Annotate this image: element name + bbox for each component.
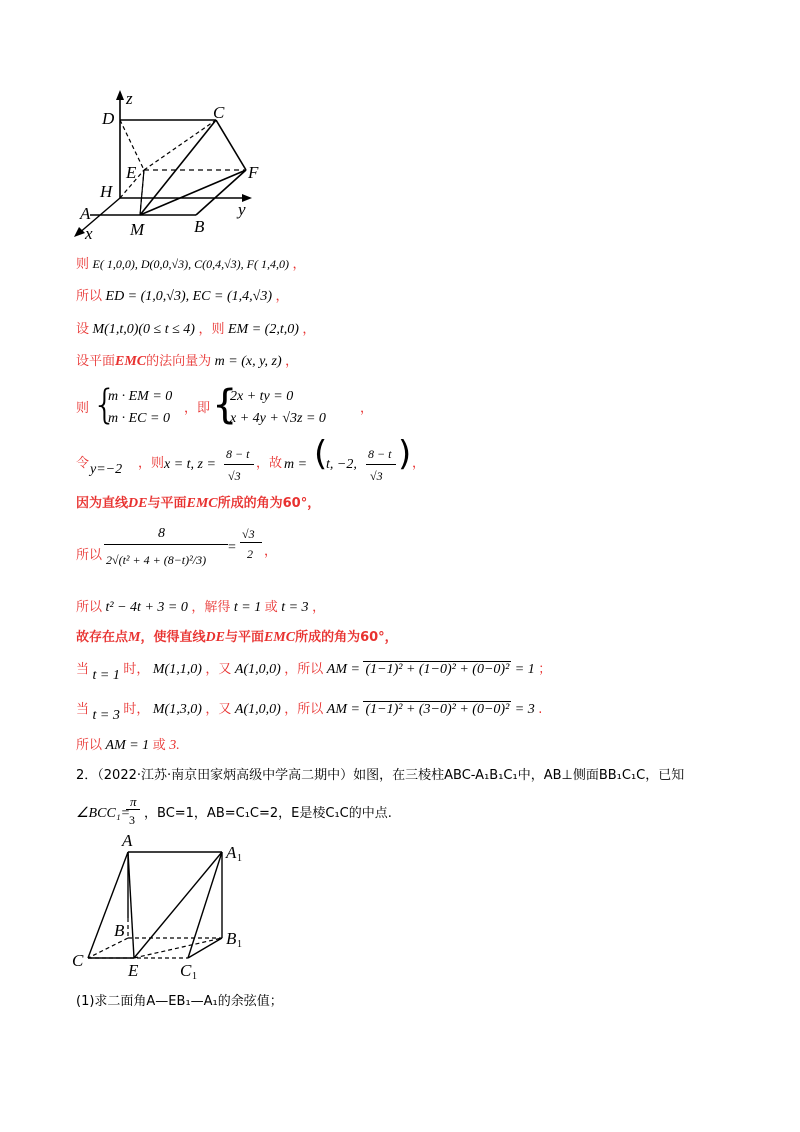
label-B1: B [226, 929, 237, 948]
label-C: C [213, 103, 225, 122]
label-D: D [102, 109, 115, 128]
line-conclusion: 所以 AM = 1 或 3. [76, 738, 180, 753]
label-B: B [194, 217, 205, 236]
problem-2-statement: 2．（2022·江苏·南京田家炳高级中学高二期中）如图，在三棱柱ABC-A₁B₁C₁中，AB⊥侧面BB₁C₁C，已知 ∠BCC₁= π 3 ，BC=1，AB=C₁C=2，E是棱C₁C的中点. [76, 766, 736, 828]
line-solve-t: 所以 t² − 4t + 3 = 0 ，解得 t = 1 或 t = 3 ， [76, 600, 326, 615]
line-coordinates: 则 E( 1,0,0), D(0,0,√3), C(0,4,√3), F( 1,4,0) ， [76, 257, 306, 272]
label-C: C [72, 951, 84, 970]
line-vectors-ed-ec: 所以 ED = (1,0,√3), EC = (1,4,√3) ， [76, 289, 289, 304]
label-E: E [128, 961, 139, 980]
figure-2-prism [68, 830, 268, 980]
label-A: A [122, 831, 133, 850]
label-M: M [130, 220, 145, 239]
label-A: A [80, 204, 91, 223]
label-H: H [100, 182, 113, 201]
line-case-t3: 当 t = 3 时， M(1,3,0) ，又 A(1,0,0) ，所以 AM = (1−1)² + (3−0)² + (0−0)² = 3 . [76, 702, 543, 723]
label-C1: C [180, 961, 192, 980]
line-case-t1: 当 t = 1 时， M(1,1,0) ，又 A(1,0,0) ，所以 AM = (1−1)² + (1−0)² + (0−0)² = 1 ； [76, 662, 552, 683]
label-E: E [126, 163, 137, 182]
figure-1-solid [68, 88, 278, 243]
label-C1-sub: 1 [192, 971, 197, 980]
question-1: (1)求二面角A—EB₁—A₁的余弦值； [76, 994, 283, 1009]
label-B: B [114, 921, 125, 940]
problem-2-line1: 2．（2022·江苏·南京田家炳高级中学高二期中）如图，在三棱柱ABC-A₁B₁C₁中，AB⊥侧面BB₁C₁C，已知 [76, 768, 685, 783]
label-x: x [85, 224, 93, 243]
line-exists-m: 故存在点M，使得直线DE与平面EMC所成的角为60°， [76, 630, 398, 645]
label-z: z [126, 89, 133, 108]
label-y: y [238, 200, 246, 219]
label-A1: A [226, 843, 237, 862]
coords-math: E( 1,0,0), D(0,0,√3), C(0,4,√3), F( 1,4,0) [92, 257, 289, 271]
label-A1-sub: 1 [237, 853, 242, 864]
line-angle-60: 因为直线DE与平面EMC所成的角为60°， [76, 496, 321, 511]
label-B1-sub: 1 [237, 939, 242, 950]
line-set-m: 设 M(1,t,0)(0 ≤ t ≤ 4) ，则 EM = (2,t,0) ， [76, 322, 316, 337]
label-F: F [248, 163, 259, 182]
line-normal-vector: 设平面EMC的法向量为 m = (x, y, z) ， [76, 354, 299, 369]
